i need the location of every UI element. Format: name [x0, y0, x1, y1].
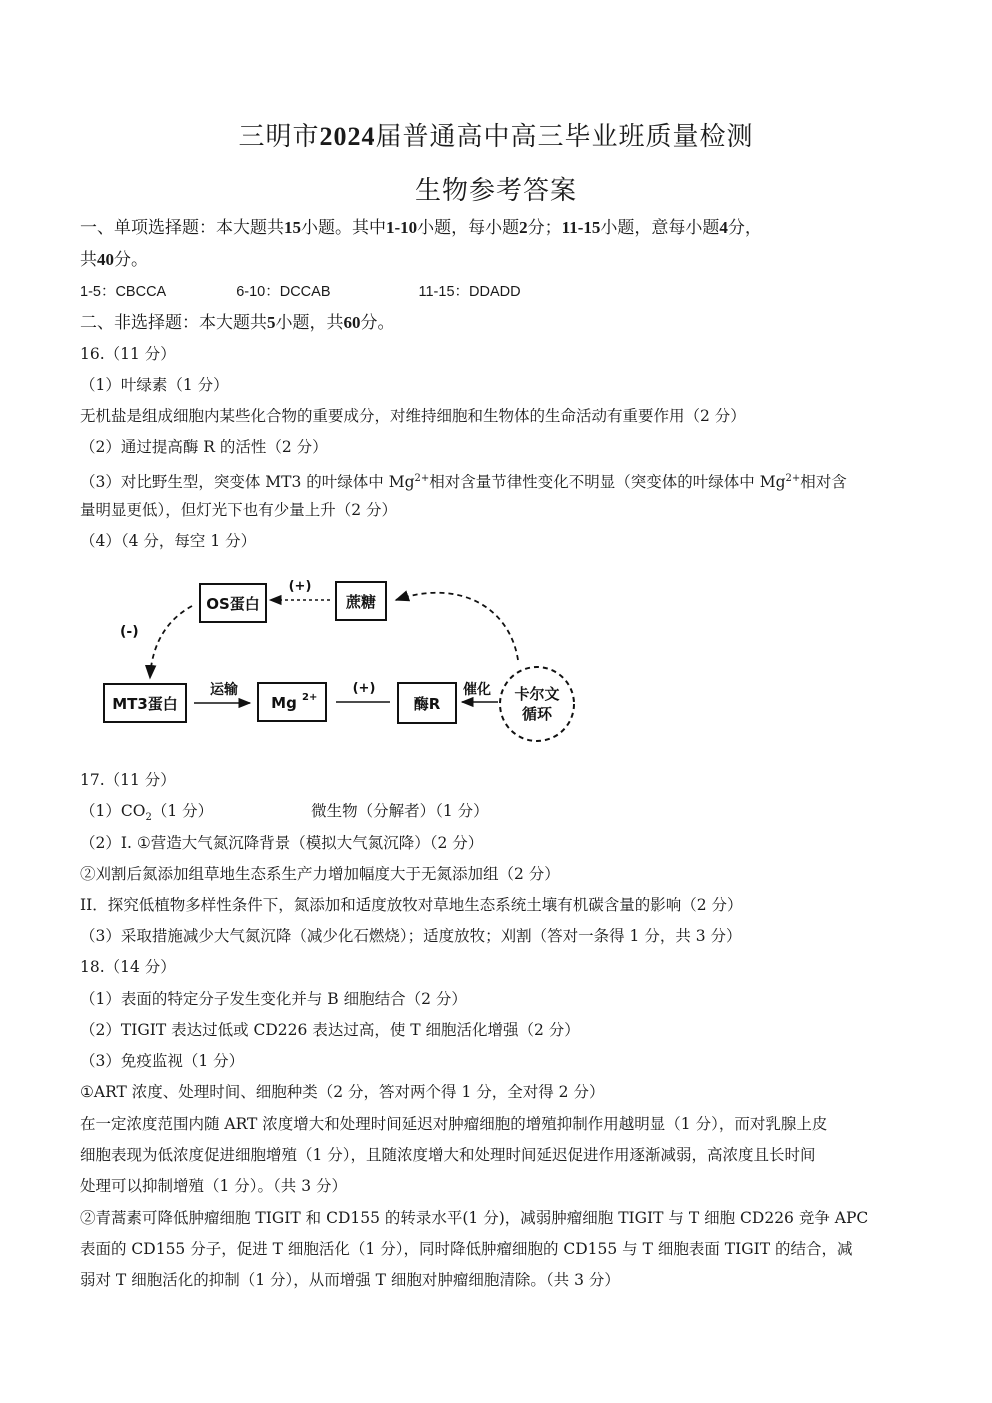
- s1-num: 15: [284, 218, 301, 237]
- q16-p4-text: 相对含量节律性变化不明显（突变体的叶绿体中 Mg: [429, 473, 786, 492]
- q18-p8: ②青蒿素可降低肿瘤细胞 TIGIT 和 CD155 的转录水平(1 分)，减弱肿瘤细胞 TIGIT 与 T 细胞 CD226 竞争 APC: [80, 1209, 869, 1227]
- q17-p1-text: （1 分）: [151, 802, 214, 820]
- q17-p1-text: （1）CO: [80, 802, 146, 820]
- s1-text: 小题，每小题: [417, 218, 520, 238]
- s1-text: 分，: [727, 218, 762, 238]
- q16-p4-text: 相对含: [800, 473, 847, 492]
- mg-superscript: 2+: [302, 692, 318, 703]
- catalyze-label: 催化: [463, 682, 491, 698]
- os-protein-label: OS蛋白: [206, 595, 260, 613]
- s1-num: 2: [519, 218, 528, 237]
- mt3-protein-label: MT3蛋白: [112, 695, 178, 713]
- q18-p7: 处理可以抑制增殖（1 分）。（共 3 分）: [80, 1177, 348, 1195]
- q16-p4-text: （3）对比野生型，突变体 MT3 的叶绿体中 Mg: [80, 473, 415, 492]
- calvin-cycle-label-1: 卡尔文: [514, 685, 560, 703]
- q16-p2: 无机盐是组成细胞内某些化合物的重要成分，对维持细胞和生物体的生命活动有重要作用（2 分）: [80, 407, 746, 425]
- s2-text: 分。: [360, 313, 395, 333]
- q18-p4: ①ART 浓度、处理时间、细胞种类（2 分，答对两个得 1 分，全对得 2 分）: [80, 1083, 605, 1101]
- section1-line2: [80, 250, 916, 270]
- q17-p4: II．探究低植物多样性条件下，氮添加和适度放牧对草地生态系统土壤有机碳含量的影响（2 分）: [80, 896, 743, 914]
- positive-sign-2: (+): [352, 681, 376, 696]
- negative-sign: (-): [120, 624, 139, 640]
- q18-p9: 表面的 CD155 分子，促进 T 细胞活化（1 分），同时降低肿瘤细胞的 CD155 与 T 细胞表面 TIGIT 的结合，减: [80, 1240, 853, 1258]
- s2-num: 60: [343, 313, 361, 332]
- answer-group-3: 11-15：DDADD: [418, 284, 521, 300]
- q16-p4: [80, 469, 916, 492]
- calvin-to-sucrose-arrow: [396, 593, 518, 660]
- enzyme-r-label: 酶R: [413, 695, 441, 713]
- s1-text: 小题。其中: [301, 218, 386, 238]
- s2-num: 5: [267, 313, 276, 332]
- section2-heading: [80, 313, 916, 333]
- q18-p6: 细胞表现为低浓度促进细胞增殖（1 分），且随浓度增大和处理时间延迟促进作用逐渐减弱，高浓度且长时间: [80, 1146, 816, 1164]
- s1-num: 11-15: [561, 218, 601, 237]
- title-suffix: 届普通高中高三毕业班质量检测: [375, 122, 754, 152]
- calvin-cycle-label-2: 循环: [521, 705, 553, 723]
- superscript: 2+: [414, 473, 430, 484]
- positive-sign-1: (+): [288, 579, 312, 594]
- title-year: 2024: [319, 122, 376, 151]
- superscript: 2+: [785, 473, 801, 484]
- s1-text: 共: [80, 250, 97, 270]
- q16-p5: 量明显更低），但灯光下也有少量上升（2 分）: [80, 501, 398, 519]
- q17-heading: 17.（11 分）: [80, 771, 176, 789]
- s1-num: 1-10: [386, 218, 418, 237]
- q17-p1-text: 微生物（分解者）（1 分）: [311, 802, 489, 820]
- page-subtitle: 生物参考答案: [414, 176, 577, 206]
- q18-p5: 在一定浓度范围内随 ART 浓度增大和处理时间延迟对肿瘤细胞的增殖抑制作用越明显（1 分），而对乳腺上皮: [80, 1115, 828, 1133]
- q17-p3: ②刈割后氮添加组草地生态系生产力增加幅度大于无氮添加组（2 分）: [80, 865, 560, 883]
- answer-row: [80, 282, 916, 302]
- sucrose-label: 蔗糖: [345, 593, 377, 611]
- section1-line1: [80, 218, 916, 238]
- title-prefix: 三明市: [238, 122, 320, 152]
- q16-p6: （4）（4 分，每空 1 分）: [80, 532, 257, 550]
- q17-p1: [80, 801, 916, 828]
- s1-text: 分；: [527, 218, 562, 238]
- transport-label: 运输: [210, 682, 238, 698]
- s1-text: 一、单项选择题：本大题共: [80, 218, 284, 238]
- subscript: 2: [145, 812, 152, 824]
- q16-p3: （2）通过提高酶 R 的活性（2 分）: [80, 438, 328, 456]
- calvin-cycle-circle: [500, 667, 574, 741]
- q17-p2: （2）I. ①营造大气氮沉降背景（模拟大气氮沉降）（2 分）: [80, 834, 484, 852]
- s1-text: 分。: [114, 250, 148, 270]
- q18-p10: 弱对 T 细胞活化的抑制（1 分），从而增强 T 细胞对肿瘤细胞清除。（共 3 分）: [80, 1271, 620, 1289]
- s2-text: 小题，共: [275, 313, 344, 333]
- q18-heading: 18.（14 分）: [80, 958, 176, 976]
- answer-group-2: 6-10：DCCAB: [236, 284, 331, 300]
- answer-group-1: 1-5：CBCCA: [80, 284, 167, 300]
- s2-text: 二、非选择题：本大题共: [80, 313, 267, 333]
- os-to-mt3-arrow: [150, 606, 192, 678]
- q18-p3: （3）免疫监视（1 分）: [80, 1052, 245, 1070]
- q17-p5: （3）采取措施减少大气氮沉降（减少化石燃烧）；适度放牧；刈割（答对一条得 1 分，共 3 分）: [80, 927, 742, 945]
- q18-p2: （2）TIGIT 表达过低或 CD226 表达过高，使 T 细胞活化增强（2 分）: [80, 1021, 580, 1039]
- s1-text: 小题，意每小题: [600, 218, 720, 238]
- q16-heading: 16.（11 分）: [80, 345, 176, 363]
- page-title: [0, 116, 992, 153]
- regulation-diagram: [100, 568, 590, 768]
- q18-p1: （1）表面的特定分子发生变化并与 B 细胞结合（2 分）: [80, 990, 467, 1008]
- s1-num: 4: [719, 218, 728, 237]
- s1-num: 40: [97, 250, 114, 269]
- q16-p1: （1）叶绿素（1 分）: [80, 376, 229, 394]
- mg-label: Mg: [271, 694, 297, 712]
